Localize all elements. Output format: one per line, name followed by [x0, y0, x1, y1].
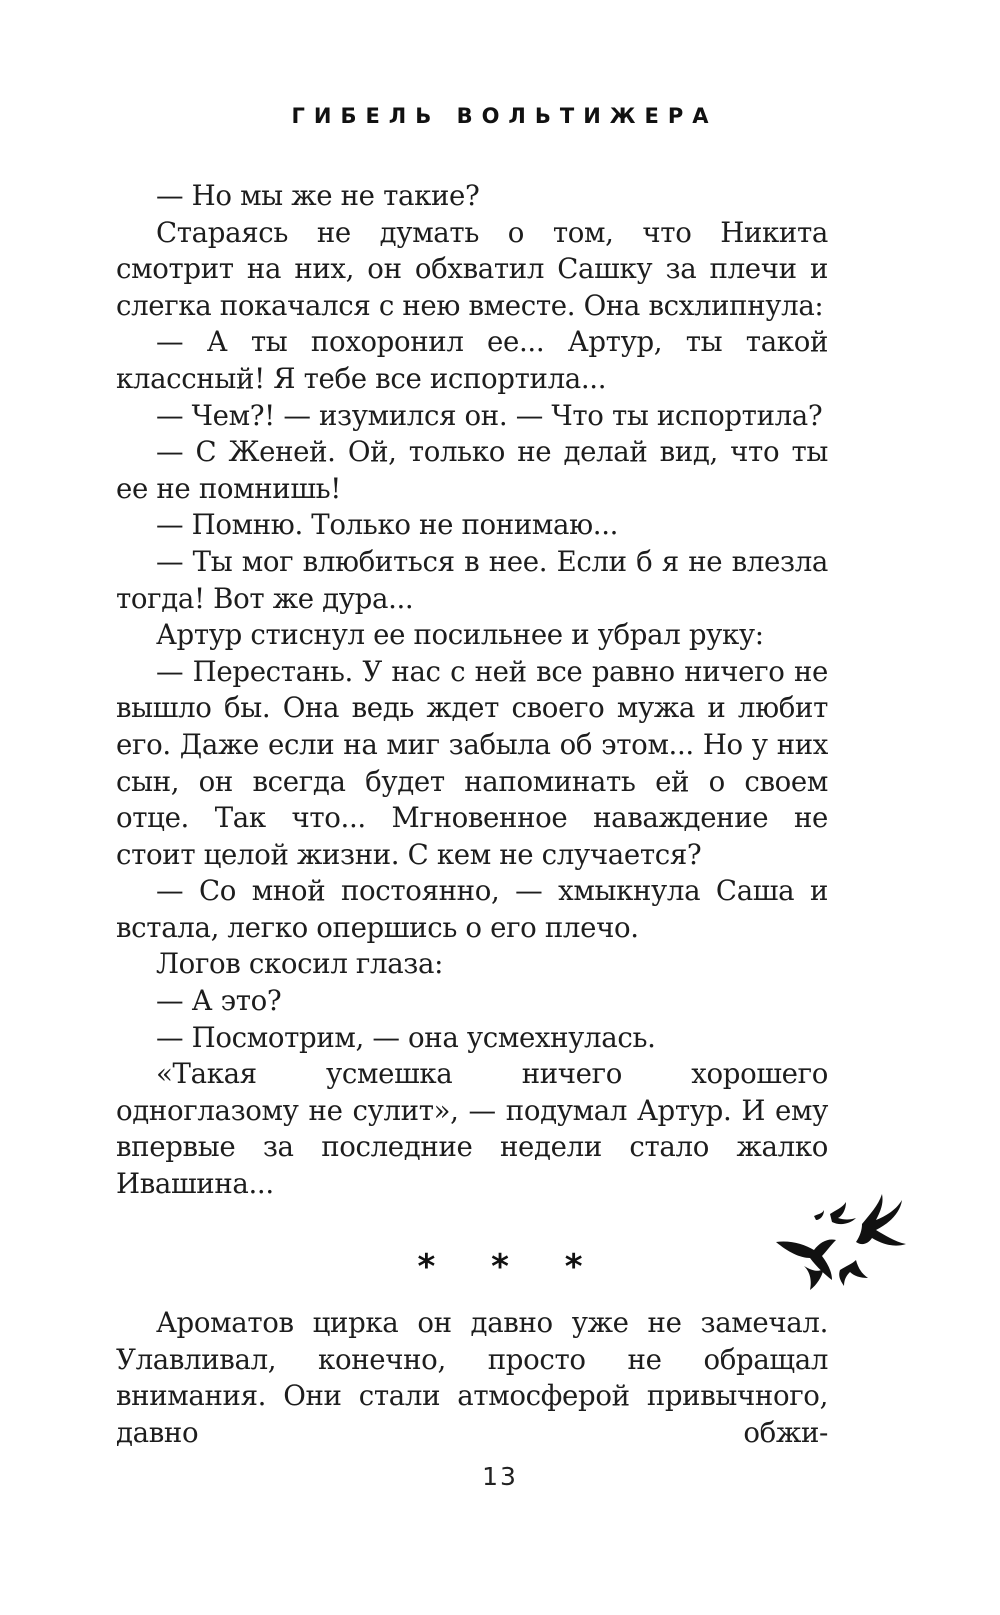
running-title: ГИБЕЛЬ ВОЛЬТИЖЕРА	[291, 104, 718, 128]
paragraph: Ароматов цирка он давно уже не замечал. Улавливал, конечно, просто не обращал внимания. Они стали атмосферой привычного, давно обжи-	[116, 1306, 828, 1449]
section-separator: * * *	[417, 1247, 605, 1287]
paragraph: «Такая усмешка ничего хорошего одноглазому не сулит», — подумал Артур. И ему впервые за последние недели стало жалко Ивашина...	[116, 1057, 828, 1201]
paragraph: — А ты похоронил ее... Артур, ты такой классный! Я тебе все испортила...	[116, 325, 828, 395]
paragraph: — Со мной постоянно, — хмыкнула Саша и встала, легко опершись о его плечо.	[116, 874, 828, 944]
bird-6-icon	[814, 1210, 824, 1220]
paragraph: — Чем?! — изумился он. — Что ты испортила?	[156, 398, 823, 432]
bird-2-icon	[830, 1202, 856, 1224]
paragraph: — Посмотрим, — она усмехнулась.	[156, 1020, 656, 1054]
paragraph: — Перестань. У нас с ней все равно ничего не вышло бы. Она ведь ждет своего мужа и любит его. Даже если на миг забыла об этом... Но у них сын, он всегда будет напоминать ей о своем отце. Так что... Мгновенное наваждение не стоит целой жизни. С кем не случается?	[116, 654, 828, 871]
main-text	[116, 178, 828, 1203]
page-number: 13	[482, 1462, 518, 1491]
paragraph: — Ты мог влюбиться в нее. Если б я не влезла тогда! Вот же дура...	[116, 544, 828, 615]
paragraph: — Помню. Только не понимаю...	[156, 508, 619, 542]
paragraph: — С Женей. Ой, только не делай вид, что ты ее не помнишь!	[116, 435, 828, 505]
bird-1-icon	[856, 1194, 906, 1246]
main-text-continued	[116, 1305, 828, 1451]
paragraph: Стараясь не думать о том, что Никита смотрит на них, он обхватил Сашку за плечи и слегка покачался с нею вместе. Она всхлипнула:	[116, 215, 828, 322]
paragraph: Логов скосил глаза:	[156, 947, 444, 981]
paragraph: — А это?	[156, 984, 282, 1018]
paragraph: Артур стиснул ее посильнее и убрал руку:	[156, 618, 764, 652]
paragraph: — Но мы же не такие?	[156, 179, 480, 212]
